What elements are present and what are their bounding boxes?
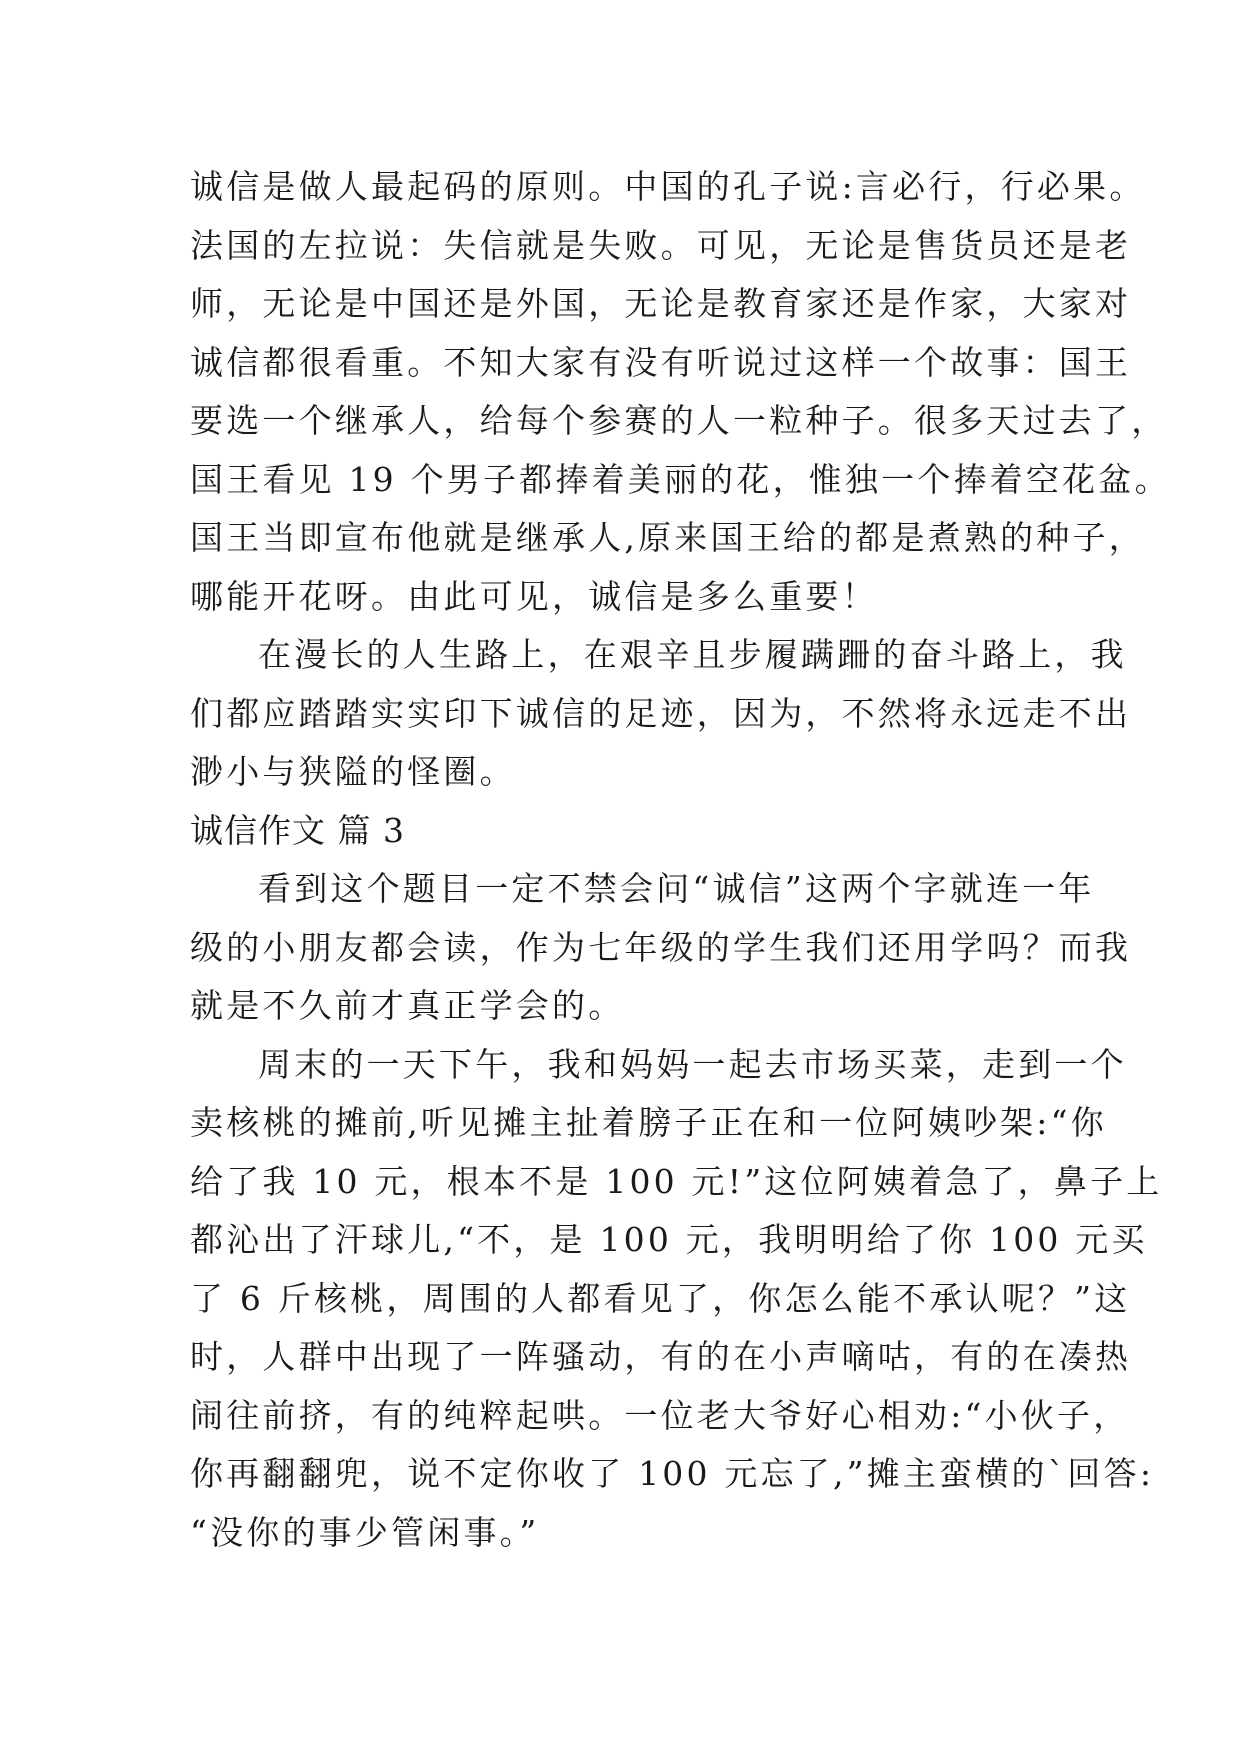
text-line: 闹往前挤，有的纯粹起哄。一位老大爷好心相劝:“小伙子，	[190, 1395, 1130, 1435]
text-line: 诚信都很看重。不知大家有没有听说过这样一个故事：国王	[190, 342, 1132, 382]
text-line: 国王当即宣布他就是继承人,原来国王给的都是煮熟的种子，	[190, 518, 1145, 557]
text-line: 国王看见 19 个男子都捧着美丽的花，惟独一个捧着空花盆。	[190, 459, 1171, 499]
text-line: 法国的左拉说：失信就是失败。可见，无论是售货员还是老	[190, 225, 1132, 265]
text-line: 级的小朋友都会读，作为七年级的学生我们还用学吗？而我	[190, 927, 1132, 967]
text-line: 了 6 斤核桃，周围的人都看见了，你怎么能不承认呢？”这	[190, 1278, 1131, 1318]
text-line: “没你的事少管闲事。”	[190, 1512, 540, 1552]
text-line: 就是不久前才真正学会的。	[190, 986, 625, 1025]
text-line: 你再翻翻兜，说不定你收了 100 元忘了,”摊主蛮横的`回答:	[190, 1454, 1155, 1493]
text-line: 要选一个继承人，给每个参赛的人一粒种子。很多天过去了，	[190, 401, 1168, 440]
text-line: 都沁出了汗球儿,“不，是 100 元，我明明给了你 100 元买	[190, 1220, 1148, 1259]
document-body	[190, 158, 1171, 1562]
paragraph-start-line: 在漫长的人生路上，在艰辛且步履蹒跚的奋斗路上，我	[258, 635, 1127, 674]
text-line: 卖核桃的摊前,听见摊主扯着膀子正在和一位阿姨吵架:“你	[190, 1103, 1107, 1142]
paragraph-start-line: 周末的一天下午，我和妈妈一起去市场买菜，走到一个	[258, 1044, 1127, 1084]
text-line: 诚信是做人最起码的原则。中国的孔子说:言必行，行必果。	[190, 167, 1146, 206]
text-line: 渺小与狭隘的怪圈。	[190, 752, 516, 791]
text-line: 哪能开花呀。由此可见，诚信是多么重要！	[190, 576, 878, 616]
text-line: 时，人群中出现了一阵骚动，有的在小声嘀咕，有的在凑热	[190, 1337, 1132, 1376]
paragraph-start-line: 看到这个题目一定不禁会问“诚信”这两个字就连一年	[258, 869, 1095, 908]
text-line: 们都应踏踏实实印下诚信的足迹，因为，不然将永远走不出	[190, 693, 1132, 733]
text-line: 师，无论是中国还是外国，无论是教育家还是作家，大家对	[190, 284, 1132, 323]
section-heading: 诚信作文 篇 3	[190, 810, 405, 850]
text-line: 给了我 10 元，根本不是 100 元!”这位阿姨着急了，鼻子上	[190, 1161, 1163, 1201]
